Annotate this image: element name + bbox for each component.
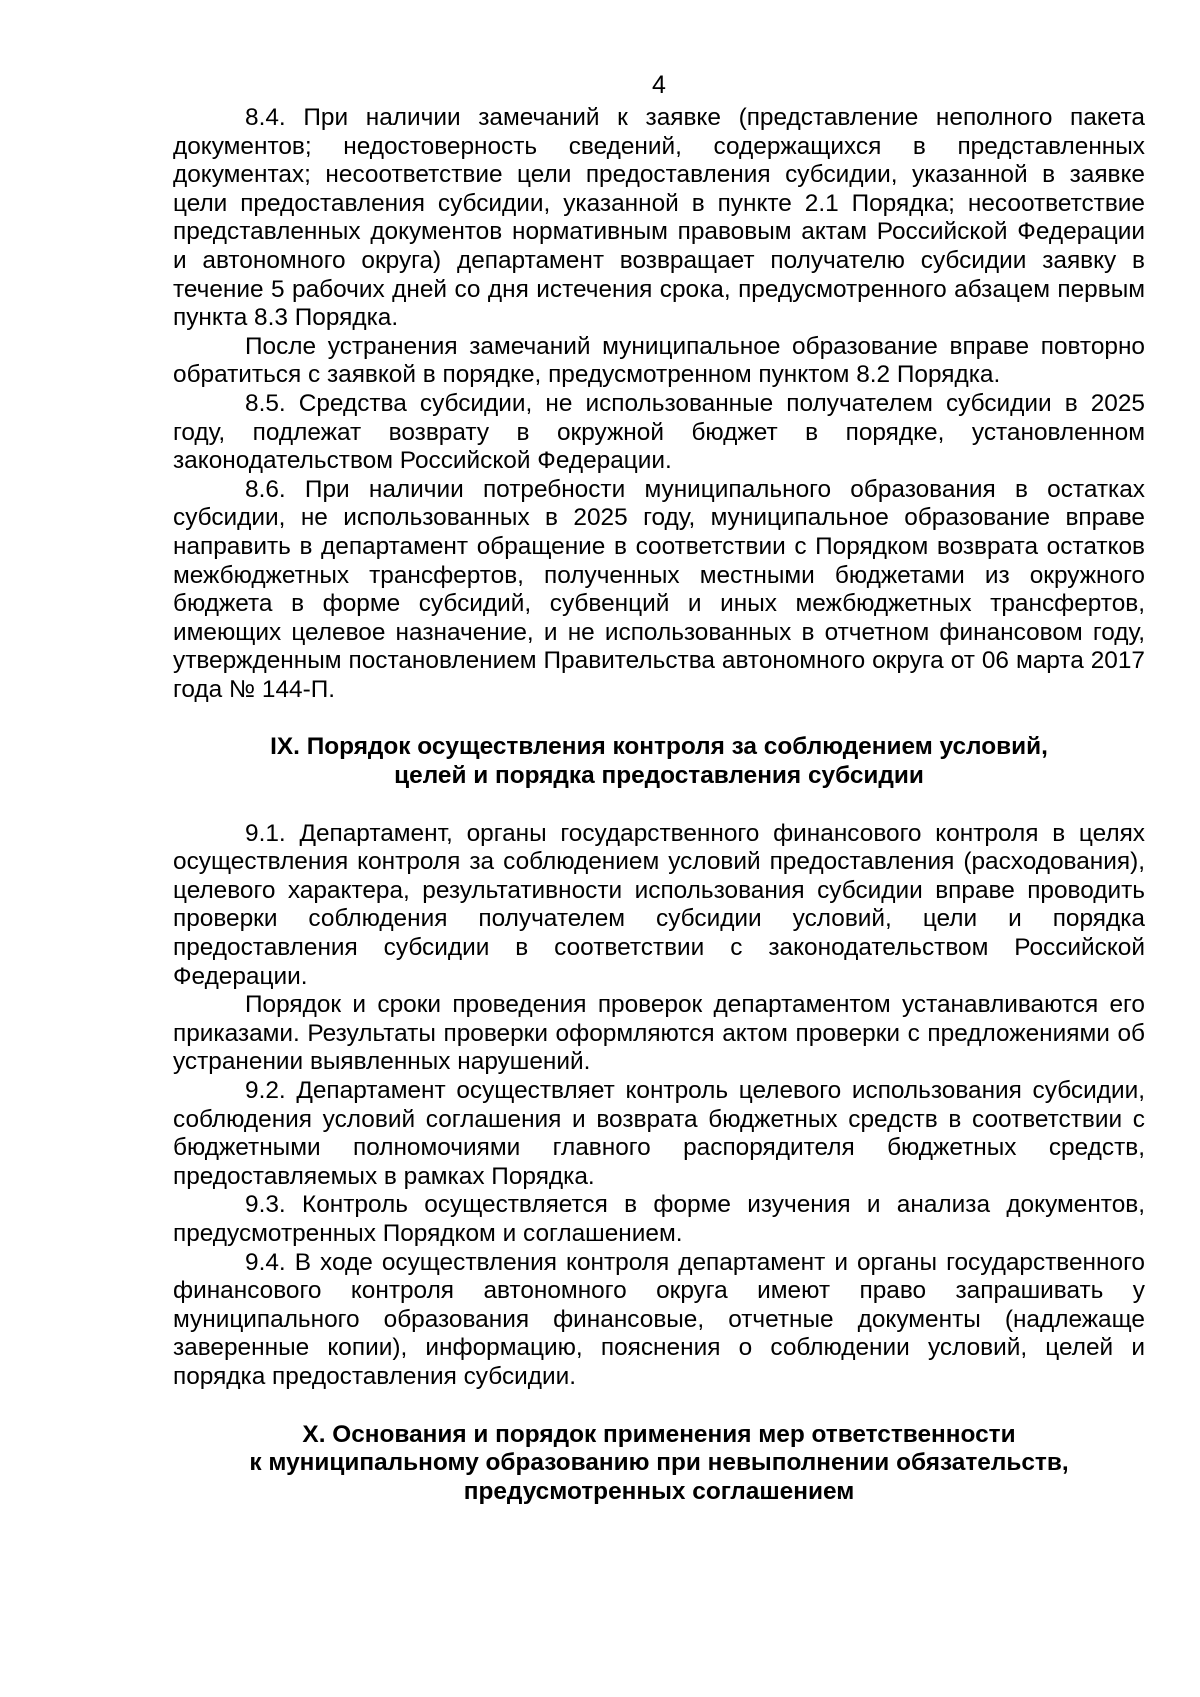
section-8-body (173, 104, 1145, 704)
paragraph-8-4-continued: После устранения замечаний муниципальное образование вправе повторно обратиться с заявкой в порядке, предусмотренном пунктом 8.2 Порядка. (173, 332, 1145, 389)
document-page (173, 70, 1145, 1506)
page-number: 4 (652, 71, 666, 99)
section-9-heading-line1: IX. Порядок осуществления контроля за соблюдением условий, (270, 733, 1048, 761)
section-10-heading (173, 1421, 1145, 1507)
paragraph-8-6: 8.6. При наличии потребности муниципального образования в остатках субсидии, не использованных в 2025 году, муниципальное образование вправе направить в департамент обращение в соответствии с Порядком возврата остатков межбюджетных трансфертов, полученных местными бюджетами из окружного бюджета в форме субсидий, субвенций и иных межбюджетных трансфертов, имеющих целевое назначение, и не использованных в отчетном финансовом году, утвержденным постановлением Правительства автономного округа от 06 марта 2017 года № 144-П. (173, 475, 1145, 703)
paragraph-9-4: 9.4. В ходе осуществления контроля департамент и органы государственного финансового контроля автономного округа имеют право запрашивать у муниципального образования финансовые, отчетные документы (надлежаще заверенные копии), информацию, пояснения о соблюдении условий, целей и порядка предоставления субсидии. (173, 1248, 1145, 1390)
section-10-heading-line1: X. Основания и порядок применения мер ответственности (302, 1420, 1016, 1448)
paragraph-9-1: 9.1. Департамент, органы государственного финансового контроля в целях осуществления контроля за соблюдением условий предоставления (расходования), целевого характера, результативности использования субсидии вправе проводить проверки соблюдения получателем субсидии условий, цели и порядка предоставления субсидии в соответствии с законодательством Российской Федерации. (173, 819, 1145, 990)
section-10-heading-line2: к муниципальному образованию при невыполнении обязательств, (249, 1449, 1069, 1477)
section-9-heading (173, 733, 1145, 790)
paragraph-9-1-continued: Порядок и сроки проведения проверок департаментом устанавливаются его приказами. Результаты проверки оформляются актом проверки с предложениями об устранении выявленных нарушений. (173, 991, 1145, 1076)
paragraph-8-4: 8.4. При наличии замечаний к заявке (представление неполного пакета документов; недостоверность сведений, содержащихся в представленных документах; несоответствие цели предоставления субсидии, указанной в заявке цели предоставления субсидии, указанной в пункте 2.1 Порядка; несоответствие представленных документов нормативным правовым актам Российской Федерации и автономного округа) департамент возвращает получателю субсидии заявку в течение 5 рабочих дней со дня истечения срока, предусмотренного абзацем первым пункта 8.3 Порядка. (173, 104, 1145, 332)
paragraph-9-3: 9.3. Контроль осуществляется в форме изучения и анализа документов, предусмотренных Порядком и соглашением. (173, 1191, 1145, 1247)
section-10-heading-line3: предусмотренных соглашением (463, 1477, 855, 1505)
paragraph-9-2: 9.2. Департамент осуществляет контроль целевого использования субсидии, соблюдения условий соглашения и возврата бюджетных средств в соответствии с бюджетными полномочиями главного распорядителя бюджетных средств, предоставляемых в рамках Порядка. (173, 1077, 1145, 1190)
section-9-heading-line2: целей и порядка предоставления субсидии (394, 762, 924, 790)
section-9-body (173, 820, 1145, 1392)
paragraph-8-5: 8.5. Средства субсидии, не использованные получателем субсидии в 2025 году, подлежат возврату в окружной бюджет в порядке, установленном законодательством Российской Федерации. (173, 389, 1145, 475)
